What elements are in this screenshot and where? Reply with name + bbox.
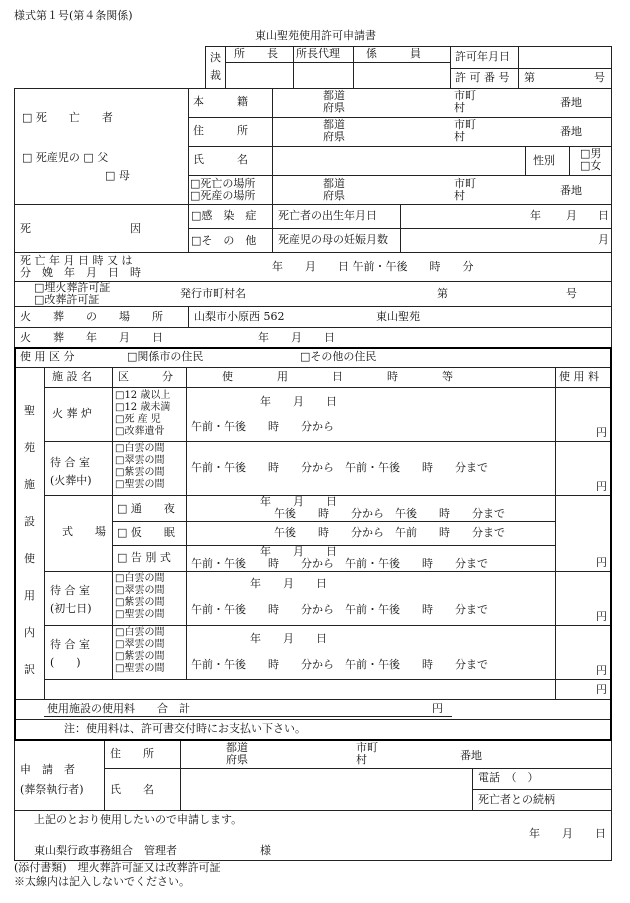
infection-checkbox[interactable]: □感 染 症 (191, 209, 257, 222)
ceremony-hall-name: 式 場 (62, 525, 106, 538)
tsuya-checkbox[interactable]: □ 通 夜 (117, 502, 175, 515)
bold-box-note: ※太線内は記入しないでください。 (14, 875, 190, 888)
karin-time: 午後 時 分から 午前 時 分まで (274, 526, 505, 539)
approval-header-chief: 所 長 (234, 47, 278, 60)
stillbirth-checkbox-label[interactable]: □ 死産児の □ 父 (22, 151, 109, 164)
applicant-shichoson: 市町 村 (356, 741, 378, 766)
address-shichoson: 市町 村 (454, 118, 476, 143)
approval-label: 裁 (210, 69, 221, 82)
mother-checkbox-label[interactable]: □ 母 (105, 169, 130, 182)
waiting3-date: 年 月 日 (250, 632, 327, 645)
approval-header-staff: 係 員 (366, 47, 421, 60)
approval-label: 決 (210, 51, 221, 64)
header-fee: 使 用 料 (559, 370, 599, 383)
waiting-room-shonanoka: 待 合 室 (初七日) (50, 584, 92, 615)
relation-label: 死亡者との続柄 (478, 793, 555, 806)
cremation-date-label: 火 葬 年 月 日 (20, 331, 163, 344)
deceased-checkbox-label[interactable]: □ 死 亡 者 (22, 111, 113, 124)
header-category: 区 分 (118, 370, 173, 383)
applicant-banchi: 番地 (460, 749, 482, 762)
kokubetsu-date: 年 月 日 (260, 545, 337, 558)
permit-number-dai: 第 (524, 71, 535, 84)
birthdate-hi: 日 (598, 209, 609, 222)
karin-checkbox[interactable]: □ 仮 眠 (117, 526, 175, 539)
kokubetsu-time: 午前・午後 時 分から 午前・午後 時 分まで (191, 557, 488, 570)
usage-option-related[interactable]: □関係市の住民 (127, 350, 204, 363)
extra-row-yen: 円 (596, 683, 607, 696)
permit-go: 号 (566, 287, 577, 300)
permit-number-go: 号 (594, 71, 605, 84)
approval-header-deputy: 所長代理 (296, 47, 340, 60)
place-of-death-label[interactable]: □死亡の場所 □死産の場所 (190, 177, 256, 202)
addressee: 東山梨行政事務組合 管理者 (34, 844, 177, 857)
birthdate-tsuki: 月 (566, 209, 577, 222)
usage-label: 使 用 区 分 (20, 350, 75, 363)
waiting-room-cremation: 待 合 室 (火葬中) (50, 456, 92, 487)
kokubetsu-checkbox[interactable]: □ 告 別 式 (117, 551, 171, 564)
payment-note: 注：使用料は、許可書交付時にお支払い下さい。 (64, 722, 306, 735)
furnace-time: 午前・午後 時 分から (191, 420, 334, 433)
waiting3-categories[interactable]: □白雲の間 □翠雲の間 □紫雲の間 □聖雲の間 (115, 627, 165, 674)
place-shichoson: 市町 村 (454, 177, 476, 202)
permit-number-label: 許 可 番 号 (455, 71, 510, 84)
waiting3-time: 午前・午後 時 分から 午前・午後 時 分まで (191, 658, 488, 671)
header-facility-name: 施 設 名 (52, 370, 92, 383)
waiting3-yen: 円 (596, 664, 607, 677)
address-todofuken: 都道 府県 (323, 118, 345, 143)
name-label: 氏 名 (193, 153, 248, 166)
cause-label: 死 因 (20, 222, 141, 235)
other-checkbox[interactable]: □そ の 他 (191, 234, 257, 247)
cremation-facility: 東山聖苑 (376, 310, 420, 323)
honseki-banchi: 番地 (560, 96, 582, 109)
waiting2-date: 年 月 日 (250, 577, 327, 590)
honseki-label: 本 籍 (193, 95, 248, 108)
applicant-label: 申 請 者 (葬祭執行者) (20, 763, 84, 796)
waiting1-time: 午前・午後 時 分から 午前・午後 時 分まで (191, 461, 488, 474)
vertical-title: 聖 苑 施 設 使 用 内 訳 (24, 404, 35, 676)
cremation-place-label: 火 葬 の 場 所 (20, 310, 163, 323)
sex-options[interactable]: □男 □女 (580, 147, 602, 172)
death-time-label: 死 亡 年 月 日 時 又 は 分 娩 年 月 日 時 (20, 254, 141, 279)
total-yen: 円 (432, 702, 443, 715)
permit-dai: 第 (437, 287, 448, 300)
place-todofuken: 都道 府県 (323, 177, 345, 202)
issuer-label: 発行市町村名 (180, 287, 246, 300)
furnace-date: 年 月 日 (260, 395, 337, 408)
address-label: 住 所 (193, 124, 248, 137)
addressee-sama: 様 (260, 844, 271, 857)
birthdate-nen: 年 (530, 209, 541, 222)
tsuya-date: 年 月 日 (260, 495, 337, 508)
ceremony-yen: 円 (596, 556, 607, 569)
declaration: 上記のとおり使用したいので申請します。 (34, 813, 243, 826)
permit-date-label: 許可年月日 (455, 50, 510, 63)
sex-label: 性別 (533, 154, 555, 167)
furnace-yen: 円 (596, 426, 607, 439)
pregnancy-label: 死産児の母の妊娠月数 (278, 233, 388, 246)
waiting-room-other: 待 合 室 ( ) (50, 638, 90, 669)
honseki-shichoson: 市町 村 (454, 89, 476, 114)
usage-option-other[interactable]: □その他の住民 (300, 350, 377, 363)
phone-label: 電話 （ ） (478, 771, 539, 784)
cremation-place-value: 山梨市小原西 562 (194, 310, 285, 323)
applicant-address-label: 住 所 (110, 747, 154, 760)
header-datetime: 使 用 日 時 等 (222, 370, 453, 383)
furnace-name: 火 葬 炉 (52, 407, 92, 420)
furnace-categories[interactable]: □12 歳以上 □12 歳未満 □死 産 児 □改葬遺骨 (115, 390, 171, 437)
waiting2-yen: 円 (596, 610, 607, 623)
form-number: 様式第１号(第４条関係) (14, 9, 133, 22)
attachment-note: (添付書類) 埋火葬許可証又は改葬許可証 (14, 861, 221, 874)
death-time-value: 年 月 日 午前・午後 時 分 (272, 260, 474, 273)
waiting2-categories[interactable]: □白雲の間 □翠雲の間 □紫雲の間 □聖雲の間 (115, 573, 165, 620)
waiting1-categories[interactable]: □白雲の間 □翠雲の間 □紫雲の間 □聖雲の間 (115, 443, 165, 490)
honseki-todofuken: 都道 府県 (323, 89, 345, 114)
applicant-name-label: 氏 名 (110, 783, 154, 796)
pregnancy-month: 月 (598, 233, 609, 246)
birthdate-label: 死亡者の出生年月日 (278, 209, 377, 222)
permit-type[interactable]: □埋火葬許可証 □改葬許可証 (34, 281, 111, 306)
total-label: 使用施設の使用料 合 計 (47, 702, 190, 715)
waiting1-yen: 円 (596, 480, 607, 493)
applicant-todofuken: 都道 府県 (226, 741, 248, 766)
place-banchi: 番地 (560, 184, 582, 197)
address-banchi: 番地 (560, 125, 582, 138)
page-title: 東山聖苑使用許可申請書 (255, 29, 376, 42)
waiting2-time: 午前・午後 時 分から 午前・午後 時 分まで (191, 603, 488, 616)
cremation-date-value: 年 月 日 (258, 331, 335, 344)
application-date: 年 月 日 (529, 827, 606, 840)
tsuya-time: 午後 時 分から 午後 時 分まで (274, 507, 505, 520)
